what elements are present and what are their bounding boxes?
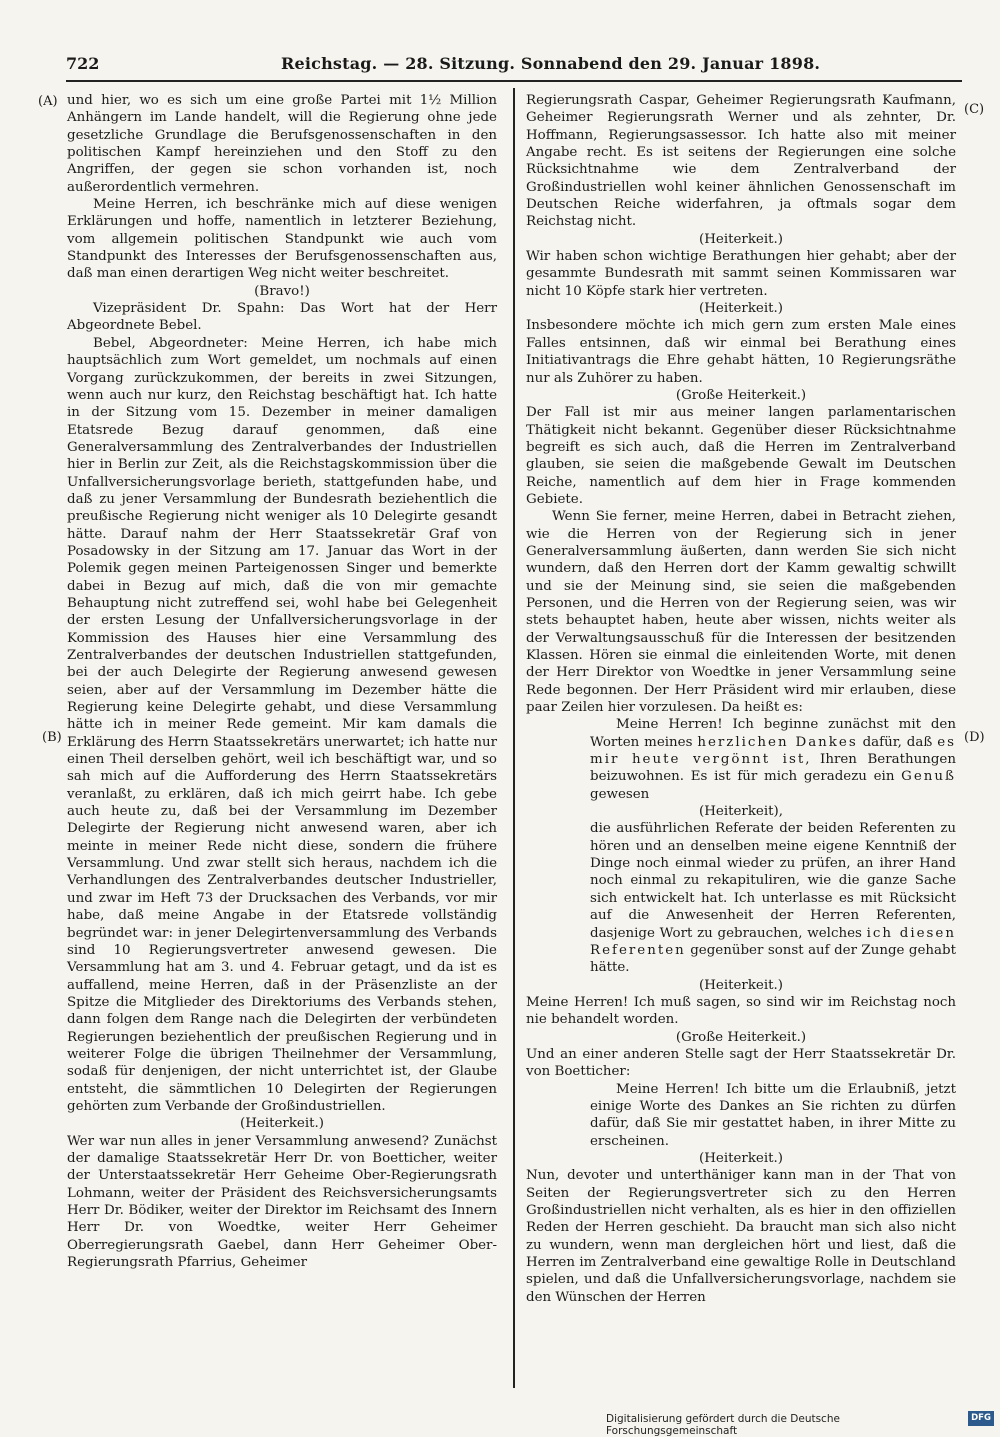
quote-emphasis: es mir heute vergönnt ist xyxy=(590,734,956,768)
column-divider xyxy=(513,88,515,1388)
quote-text: , Ihren Berathungen beizuwohnen. Es ist für mich geradezu ein xyxy=(590,752,956,785)
interjection: (Heiterkeit.) xyxy=(240,1116,324,1132)
margin-mark-c: (C) xyxy=(964,102,985,117)
quote-emphasis: herzlichen Dankes xyxy=(697,734,858,750)
interjection: (Heiterkeit.) xyxy=(699,301,783,317)
margin-mark-d: (D) xyxy=(964,730,985,745)
quote-text: dafür, daß xyxy=(862,734,933,750)
paragraph: Meine Herren! Ich muß sagen, so sind wir im Reichstag noch nie behandelt worden. xyxy=(526,994,956,1028)
speech-paragraph: Bebel, Abgeordneter: Meine Herren, ich habe mich hauptsächlich zum Wort gemeldet, um nochmals auf einen Vorgang zurückzukommen, der bereits in zwei Sitzungen, wenn auch nur kurz, den Reichstag beschäftigt hat. Ich hatte in der Sitzung vom 15. Dezember in meiner damaligen Etatsrede Bezug darauf genommen, daß eine Generalversammlung des Zentralverbandes der Industriellen hier in Berlin zur Zeit, als die Reichstagskommission über die Unfallversicherungsvorlage berieth, stattgefunden habe, und daß zu jener Versammlung der Bundesrath beziehentlich die preußische Regierung nicht weniger als 10 Delegirte gesandt hätte. Darauf nahm der Herr Staatssekretär Graf von Posadowsky in der Sitzung am 17. Januar das Wort in der Polemik gegen meinen Parteigenossen Singer und bemerkte dabei in Bezug auf mich, daß die von mir gemachte Behauptung nicht zutreffend sei, wohl habe bei Gelegenheit der ersten Lesung der Unfallversicherungsvorlage in der Kommission des Hauses hier eine Versammlung des Zentralverbandes der deutschen Industriellen stattgefunden, bei der auch Delegirte der Regierung anwesend gewesen seien, aber auf der Versammlung im Dezember hätte die Regierung keine Delegirte gehabt, und diese Versammlung hätte ich in meiner Rede gemeint. Mir kam damals die Erklärung des Herrn Staatssekretärs unerwartet; ich hatte nur einen Theil derselben gehört, weil ich beschäftigt war, und so sah mich auf die Aufforderung des Herrn Staatssekretärs veranlaßt, zu erklären, daß ich mich geirrt habe. Ich gebe auch heute zu, daß bei der Versammlung im Dezember Delegirte der Regierung nicht anwesend waren, aber ich meinte in meiner Rede nicht diese, sondern die frühere Versammlung. Und zwar stellt sich heraus, nachdem ich die Verhandlungen des Zentralverbandes deutscher Industrieller, und zwar im Heft 73 der Drucksachen des Verbands, vor mir habe, daß meine Angabe in der Etatsrede vollständig begründet war: in jener Delegirtenversammlung des Verbands sind 10 Regierungsvertreter anwesend gewesen. Die Versammlung hat am 3. und 4. Februar getagt, und da ist es auffallend, meine Herren, daß in der Präsenzliste an der Spitze die Mitglieder des Direktoriums des Verbands stehen, dann folgen dem Range nach die Delegirten der verbündeten Regierungen beziehentlich der preußischen Regierung und in weiterer Folge die übrigen Theilnehmer der Versammlung, sodaß für denjenigen, der nicht unterrichtet ist, der Glaube entsteht, die sämmtlichen 10 Delegirten der Regierungen gehörten zum Verbande der Großindustriellen. xyxy=(67,335,497,1114)
digitization-footer xyxy=(606,1412,991,1437)
paragraph: Der Fall ist mir aus meiner langen parlamentarischen Thätigkeit nicht bekannt. Gegenüber dieser Rücksichtnahme begreift es sich auch, daß die Herren im Zentralverband glauben, sie seien die maßgebende Gewalt im Deutschen Reiche, namentlich auf dem hier in Frage kommenden Gebiete. xyxy=(526,405,956,507)
page-number: 722 xyxy=(66,54,100,73)
margin-mark-b: (B) xyxy=(42,730,62,745)
paragraph: Wer war nun alles in jener Versammlung anwesend? Zunächst der damalige Staatssekretär Herr Dr. von Boetticher, weiter der Unterstaatssekretär Herr Geheime Ober-Regierungsrath Lohmann, weiter der Präsident des Reichsversicherungsamts Herr Dr. Bödiker, weiter der Direktor im Reichsamt des Innern Herr Dr. von Woedtke, weiter Herr Geheimer Oberregierungsrath Gaebel, dann Herr Geheimer Ober-Regierungsrath Pfarrius, Geheimer xyxy=(67,1133,497,1271)
interjection: (Heiterkeit.) xyxy=(699,977,783,993)
footer-credit: Digitalisierung gefördert durch die Deutsche Forschungsgemeinschaft xyxy=(606,1413,840,1437)
paragraph: Meine Herren, ich beschränke mich auf diese wenigen Erklärungen und hoffe, namentlich in letzterer Beziehung, vom allgemein politischen Standpunkt wie auch vom Standpunkt des Interesses der Berufsgenossenschaften aus, daß man einen derartigen Weg nicht weiter beschreitet. xyxy=(67,197,497,282)
paragraph: Insbesondere möchte ich mich gern zum ersten Male eines Falles entsinnen, daß wir einmal bei Berathung eines Initiativantrags die Ehre gehabt hätten, 10 Regierungsräthe nur als Zuhörer zu haben. xyxy=(526,318,956,386)
dfg-logo: DFG xyxy=(968,1411,994,1426)
quotation: Meine Herren! Ich bitte um die Erlaubniß, jetzt einige Worte des Dankes an Sie richten zu dürfen dafür, daß Sie mir gestattet haben, in ihrer Mitte zu erscheinen. xyxy=(590,1081,956,1149)
paragraph: Regierungsrath Caspar, Geheimer Regierungsrath Kaufmann, Geheimer Regierungsrath Werner und als zehnter, Dr. Hoffmann, Regierungsassessor. Ich hatte also mit meiner Angabe recht. Es ist seitens der Regierungen eine solche Rücksichtnahme wie dem Zentralverband der Großindustriellen wohl keiner ähnlichen Genossenschaft im Deutschen Reiche widerfahren, ja oftmals sogar dem Reichstag nicht. xyxy=(526,93,956,230)
quotation xyxy=(590,820,956,976)
interjection: (Heiterkeit.) xyxy=(699,1150,783,1166)
quote-text: die ausführlichen Referate der beiden Referenten zu hören und an denselben meine eigene Kenntniß der Dinge noch einmal wieder zu prüfen, an ihrer Hand noch einmal zu rekapituliren, wie die ganze Sache sich entwickelt hat. Ich unterlasse es mit Rücksicht auf die Anwesenheit der Herren Referenten, dasjenige Wort zu gebrauchen, welches xyxy=(590,821,956,941)
quote-emphasis: Genuß xyxy=(901,769,956,785)
quotation xyxy=(590,716,956,803)
interjection: (Große Heiterkeit.) xyxy=(675,387,807,403)
interjection: (Bravo!) xyxy=(254,283,310,299)
paragraph: und hier, wo es sich um eine große Partei mit 1½ Million Anhängern im Lande handelt, will die Regierung ohne jede gesetzliche Grundlage die Berufsgenossenschaften in den politischen Kampf hereinziehen und den Stoff zu den Angriffen, der gegen sie schon vorhanden ist, noch außerordentlich vermehren. xyxy=(67,93,497,195)
session-title: Reichstag. — 28. Sitzung. Sonnabend den 29. Januar 1898. xyxy=(281,54,821,73)
page-header xyxy=(66,52,962,78)
interjection: (Heiterkeit), xyxy=(699,804,783,820)
quote-text: gewesen xyxy=(590,786,650,802)
paragraph: Und an einer anderen Stelle sagt der Herr Staatssekretär Dr. von Boetticher: xyxy=(526,1046,956,1080)
margin-mark-a: (A) xyxy=(38,94,58,109)
left-column xyxy=(67,92,497,1271)
header-rule xyxy=(66,80,962,82)
interjection: (Große Heiterkeit.) xyxy=(675,1029,807,1045)
quote-text: gegenüber sonst auf der Zunge gehabt hätte. xyxy=(590,942,956,976)
quote-text: Meine Herren! Ich beginne zunächst mit den Worten meines xyxy=(590,717,956,750)
paragraph: Nun, devoter und unterthäniger kann man in der That von Seiten der Regierungsvertreter sich zu den Herren Großindustriellen nicht verhalten, als es hier in den offiziellen Reden der Herren geschieht. Da braucht man sich also nicht zu wundern, wenn man dergleichen hört und liest, daß die Herren im Zentralverband eine gewaltige Rolle in Deutschland spielen, und daß die Unfallversicherungsvorlage, nachdem sie den Wünschen der Herren xyxy=(526,1168,956,1305)
interjection: (Heiterkeit.) xyxy=(699,231,783,247)
right-column xyxy=(526,92,956,1306)
quote-emphasis: ich diesen Referenten xyxy=(590,925,956,958)
speaker-announcement: Vizepräsident Dr. Spahn: Das Wort hat der Herr Abgeordnete Bebel. xyxy=(67,301,497,334)
paragraph: Wir haben schon wichtige Berathungen hier gehabt; aber der gesammte Bundesrath mit sammt seinen Kommissaren war nicht 10 Köpfe stark hier vertreten. xyxy=(526,249,956,299)
paragraph: Wenn Sie ferner, meine Herren, dabei in Betracht ziehen, wie die Herren von der Regierung sich in jener Generalversammlung äußerten, dann werden Sie sich nicht wundern, daß den Herren dort der Kamm gewaltig schwillt und sie der Meinung sind, sie seien die maßgebenden Personen, und die Herren von der Regierung seien, was wir stets behauptet haben, heute aber wissen, nichts weiter als der Verwaltungsausschuß für die Interessen der besitzenden Klassen. Hören sie einmal die einleitenden Worte, mit denen der Herr Direktor von Woedtke in jener Versammlung seine Rede begonnen. Der Herr Präsident wird mir erlauben, diese paar Zeilen hier vorzulesen. Da heißt es: xyxy=(526,509,956,716)
